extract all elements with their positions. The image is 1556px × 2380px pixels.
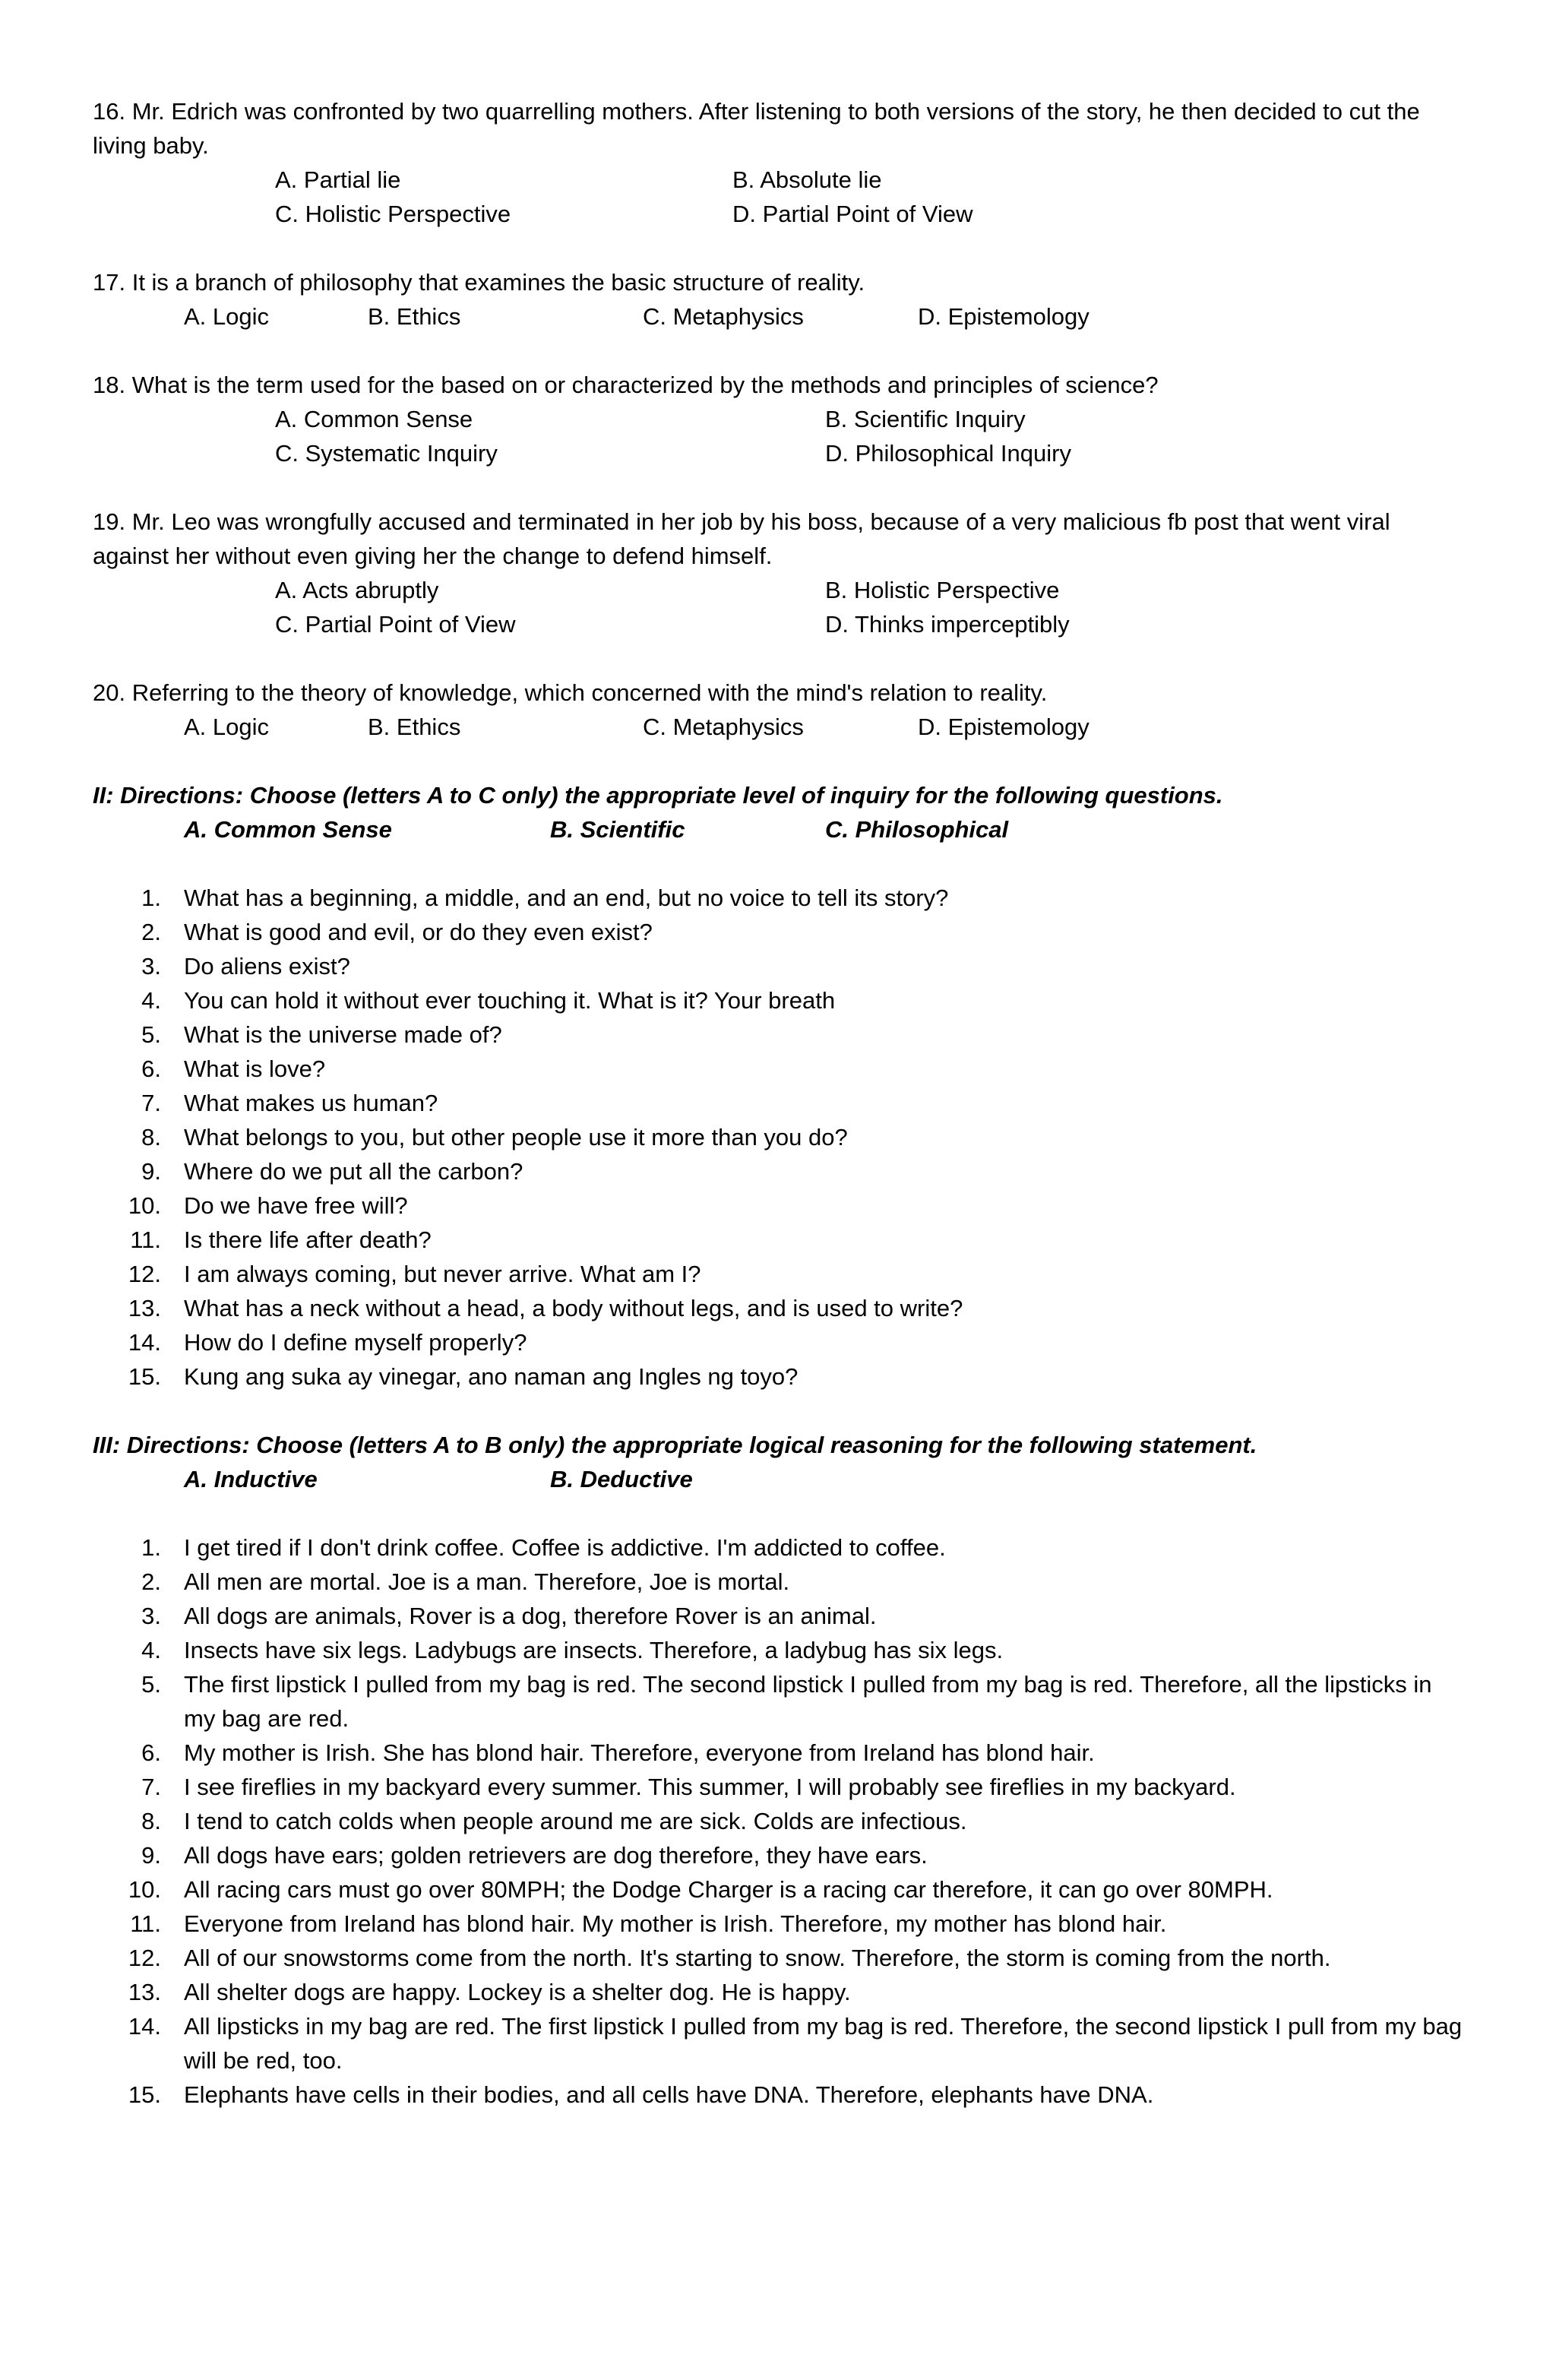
option-d: D. Philosophical Inquiry: [825, 440, 1071, 467]
question-stem: 19. Mr. Leo was wrongfully accused and terminated in her job by his boss, because of a very malicious fb post that went viral against her without even giving her the change to defend himself.: [93, 508, 1390, 569]
part-2-directions: II: Directions: Choose (letters A to C only) the appropriate level of inquiry for the following questions.: [93, 782, 1223, 809]
part-3-list: [93, 1530, 1468, 2112]
question-17: [93, 265, 1468, 334]
part-3-directions: III: Directions: Choose (letters A to B only) the appropriate logical reasoning for the following statement.: [93, 1432, 1257, 1458]
item-text: I tend to catch colds when people around me are sick. Colds are infectious.: [184, 1808, 967, 1834]
item-text: What is good and evil, or do they even exist?: [184, 919, 653, 945]
list-item: [93, 1941, 1468, 1975]
item-number: 12.: [128, 1261, 161, 1287]
list-item: [93, 1188, 1468, 1223]
list-item: [93, 1257, 1468, 1291]
list-item: [93, 1838, 1468, 1872]
part-2-section: [93, 778, 1468, 1394]
item-number: 14.: [128, 1329, 161, 1356]
option-b: B. Ethics: [368, 714, 461, 740]
item-text: Is there life after death?: [184, 1226, 432, 1253]
option-d: D. Partial Point of View: [732, 201, 973, 227]
worksheet-page: [93, 94, 1468, 2112]
option-c: C. Metaphysics: [643, 714, 804, 740]
list-item: [93, 2078, 1468, 2112]
item-number: 5.: [141, 1671, 161, 1698]
question-stem: 16. Mr. Edrich was confronted by two quarrelling mothers. After listening to both versions of the story, he then decided to cut the living baby.: [93, 98, 1420, 159]
item-text: What has a neck without a head, a body without legs, and is used to write?: [184, 1295, 963, 1321]
question-19: [93, 505, 1468, 641]
list-item: [93, 1052, 1468, 1086]
spacer: [93, 231, 1468, 265]
item-text: I am always coming, but never arrive. What am I?: [184, 1261, 701, 1287]
item-number: 13.: [128, 1295, 161, 1321]
question-18: [93, 368, 1468, 470]
item-text: Where do we put all the carbon?: [184, 1158, 523, 1185]
item-text: The first lipstick I pulled from my bag is red. The second lipstick I pulled from my bag is red. Therefore, all the lipsticks in my bag are red.: [184, 1671, 1432, 1732]
choice-a: A. Common Sense: [184, 816, 392, 843]
item-number: 11.: [130, 1910, 161, 1937]
choice-b: B. Scientific: [550, 816, 685, 843]
item-number: 2.: [141, 919, 161, 945]
item-text: What has a beginning, a middle, and an end, but no voice to tell its story?: [184, 885, 949, 911]
list-item: [93, 1154, 1468, 1188]
part-2-choices: [93, 812, 1468, 847]
item-text: All men are mortal. Joe is a man. Therefore, Joe is mortal.: [184, 1568, 790, 1595]
question-stem: 18. What is the term used for the based on or characterized by the methods and principles of science?: [93, 372, 1159, 398]
list-item: [93, 1018, 1468, 1052]
list-item: [93, 1599, 1468, 1633]
item-number: 12.: [128, 1945, 161, 1971]
list-item: [93, 1907, 1468, 1941]
spacer: [93, 334, 1468, 368]
item-text: What makes us human?: [184, 1090, 438, 1116]
item-number: 9.: [141, 1158, 161, 1185]
item-text: Do aliens exist?: [184, 953, 350, 980]
item-text: Kung ang suka ay vinegar, ano naman ang Ingles ng toyo?: [184, 1363, 799, 1390]
item-number: 15.: [128, 2081, 161, 2108]
option-c: C. Systematic Inquiry: [275, 440, 498, 467]
answer-options: [93, 163, 1468, 231]
list-item: [93, 915, 1468, 949]
spacer: [93, 1496, 1468, 1530]
option-c: C. Holistic Perspective: [275, 201, 511, 227]
list-item: [93, 1736, 1468, 1770]
option-c: C. Partial Point of View: [275, 611, 516, 638]
list-item: [93, 1804, 1468, 1838]
list-item: [93, 1120, 1468, 1154]
spacer: [93, 641, 1468, 676]
item-number: 1.: [141, 885, 161, 911]
option-b: B. Absolute lie: [732, 166, 882, 193]
item-text: I see fireflies in my backyard every summer. This summer, I will probably see fireflies in my backyard.: [184, 1774, 1236, 1800]
answer-options: [93, 402, 1468, 470]
list-item: [93, 1975, 1468, 2009]
item-number: 10.: [128, 1192, 161, 1219]
item-number: 15.: [128, 1363, 161, 1390]
list-item: [93, 1325, 1468, 1359]
item-number: 4.: [141, 1637, 161, 1663]
part-3-choices: [93, 1462, 1468, 1496]
list-item: [93, 1872, 1468, 1907]
list-item: [93, 949, 1468, 983]
option-a: A. Acts abruptly: [275, 577, 439, 603]
list-item: [93, 1291, 1468, 1325]
option-b: B. Scientific Inquiry: [825, 406, 1026, 432]
spacer: [93, 1394, 1468, 1428]
list-item: [93, 1530, 1468, 1565]
option-a: A. Common Sense: [275, 406, 473, 432]
item-number: 8.: [141, 1124, 161, 1150]
spacer: [93, 847, 1468, 881]
item-number: 1.: [141, 1534, 161, 1561]
item-text: All dogs are animals, Rover is a dog, therefore Rover is an animal.: [184, 1603, 877, 1629]
item-number: 7.: [141, 1774, 161, 1800]
spacer: [93, 470, 1468, 505]
answer-options: [93, 299, 1468, 334]
list-item: [93, 1086, 1468, 1120]
item-text: All lipsticks in my bag are red. The first lipstick I pulled from my bag is red. Therefore, the second lipstick I pull from my bag will be red, too.: [184, 2013, 1463, 2074]
answer-options: [93, 710, 1468, 744]
choice-a: A. Inductive: [184, 1466, 318, 1492]
list-item: [93, 1770, 1468, 1804]
item-number: 13.: [128, 1979, 161, 2005]
question-16: [93, 94, 1468, 231]
list-item: [93, 1565, 1468, 1599]
list-item: [93, 1223, 1468, 1257]
item-number: 3.: [141, 1603, 161, 1629]
item-text: Everyone from Ireland has blond hair. My mother is Irish. Therefore, my mother has blond hair.: [184, 1910, 1167, 1937]
item-text: Elephants have cells in their bodies, and all cells have DNA. Therefore, elephants have DNA.: [184, 2081, 1154, 2108]
option-a: A. Logic: [184, 303, 270, 330]
item-number: 9.: [141, 1842, 161, 1869]
item-text: Insects have six legs. Ladybugs are insects. Therefore, a ladybug has six legs.: [184, 1637, 1004, 1663]
spacer: [93, 744, 1468, 778]
item-number: 7.: [141, 1090, 161, 1116]
item-text: Do we have free will?: [184, 1192, 408, 1219]
item-text: All racing cars must go over 80MPH; the Dodge Charger is a racing car therefore, it can go over 80MPH.: [184, 1876, 1273, 1903]
item-number: 5.: [141, 1021, 161, 1048]
item-text: How do I define myself properly?: [184, 1329, 527, 1356]
item-text: What is love?: [184, 1055, 326, 1082]
item-text: All shelter dogs are happy. Lockey is a shelter dog. He is happy.: [184, 1979, 851, 2005]
option-a: A. Partial lie: [275, 166, 401, 193]
option-b: B. Ethics: [368, 303, 461, 330]
choice-c: C. Philosophical: [825, 816, 1009, 843]
item-text: My mother is Irish. She has blond hair. Therefore, everyone from Ireland has blond hair.: [184, 1739, 1095, 1766]
item-number: 6.: [141, 1739, 161, 1766]
item-text: All of our snowstorms come from the north. It's starting to snow. Therefore, the storm is coming from the north.: [184, 1945, 1331, 1971]
part-2-list: [93, 881, 1468, 1394]
item-number: 10.: [128, 1876, 161, 1903]
item-text: What belongs to you, but other people use it more than you do?: [184, 1124, 848, 1150]
option-d: D. Epistemology: [918, 303, 1090, 330]
list-item: [93, 2009, 1468, 2078]
item-number: 3.: [141, 953, 161, 980]
list-item: [93, 1633, 1468, 1667]
option-a: A. Logic: [184, 714, 270, 740]
item-text: All dogs have ears; golden retrievers are dog therefore, they have ears.: [184, 1842, 928, 1869]
option-d: D. Thinks imperceptibly: [825, 611, 1070, 638]
answer-options: [93, 573, 1468, 641]
item-number: 14.: [128, 2013, 161, 2040]
part-3-section: [93, 1428, 1468, 2112]
question-stem: 17. It is a branch of philosophy that examines the basic structure of reality.: [93, 269, 865, 296]
choice-b: B. Deductive: [550, 1466, 693, 1492]
item-number: 6.: [141, 1055, 161, 1082]
item-number: 8.: [141, 1808, 161, 1834]
list-item: [93, 1667, 1468, 1736]
item-text: What is the universe made of?: [184, 1021, 502, 1048]
list-item: [93, 881, 1468, 915]
item-number: 4.: [141, 987, 161, 1014]
option-b: B. Holistic Perspective: [825, 577, 1060, 603]
item-number: 2.: [141, 1568, 161, 1595]
question-20: [93, 676, 1468, 744]
question-stem: 20. Referring to the theory of knowledge, which concerned with the mind's relation to reality.: [93, 679, 1048, 706]
item-text: You can hold it without ever touching it. What is it? Your breath: [184, 987, 836, 1014]
list-item: [93, 1359, 1468, 1394]
list-item: [93, 983, 1468, 1018]
item-number: 11.: [130, 1226, 161, 1253]
item-text: I get tired if I don't drink coffee. Coffee is addictive. I'm addicted to coffee.: [184, 1534, 946, 1561]
option-d: D. Epistemology: [918, 714, 1090, 740]
option-c: C. Metaphysics: [643, 303, 804, 330]
